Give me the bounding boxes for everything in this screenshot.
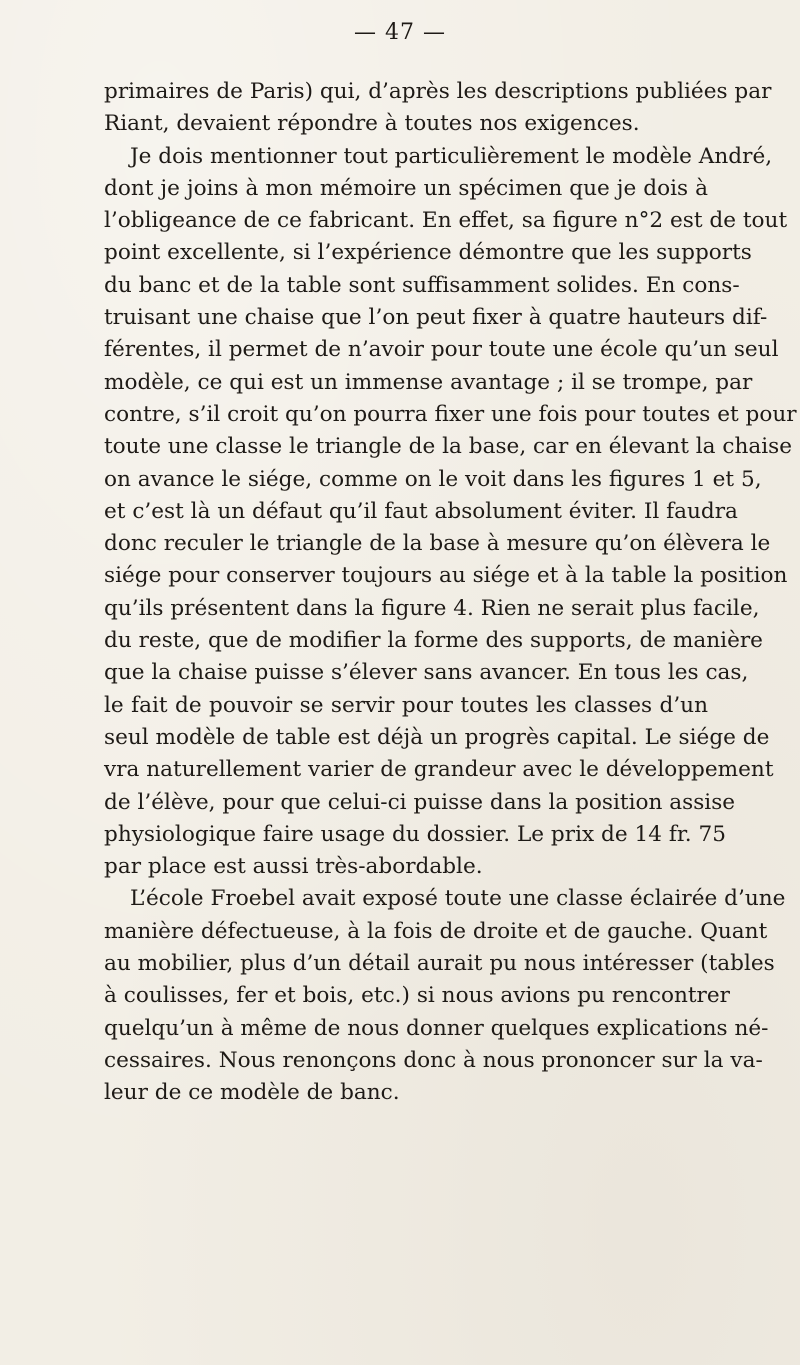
text-line: truisant une chaise que l’on peut fixer à quatre hauteurs dif- [104,305,768,331]
text-line: et c’est là un défaut qu’il faut absolument éviter. Il faudra [104,498,738,524]
text-line: férentes, il permet de n’avoir pour toute une école qu’un seul [104,337,779,363]
text-line: L’école Froebel avait exposé toute une classe éclairée d’une [130,886,786,912]
text-line: du banc et de la table sont suffisamment solides. En cons- [104,272,740,298]
text-line: vra naturellement varier de grandeur avec le développement [104,757,774,783]
text-line: de l’élève, pour que celui-ci puisse dans la position assise [104,789,736,815]
text-line: leur de ce modèle de banc. [104,1080,400,1106]
text-line: cessaires. Nous renonçons donc à nous prononcer sur la va- [104,1047,763,1073]
text-line: le fait de pouvoir se servir pour toutes les classes d’un [104,692,708,718]
text-line: par place est aussi très-abordable. [104,854,483,880]
text-line: contre, s’il croit qu’on pourra fixer une fois pour toutes et pour [104,401,797,427]
text-line: toute une classe le triangle de la base, car en élevant la chaise [104,434,793,460]
text-line: point excellente, si l’expérience démontre que les supports [104,240,752,266]
page-number: — 47 — [354,20,446,45]
text-line: quelqu’un à même de nous donner quelques explications né- [104,1015,769,1041]
text-line: modèle, ce qui est un immense avantage ; il se trompe, par [104,369,753,395]
text-line: au mobilier, plus d’un détail aurait pu nous intéresser (tables [104,951,775,977]
text-line: l’obligeance de ce fabricant. En effet, sa figure n°2 est de tout [104,208,788,234]
text-line: Riant, devaient répondre à toutes nos exigences. [104,111,640,137]
text-line: on avance le siége, comme on le voit dans les figures 1 et 5, [104,466,762,492]
text-line: que la chaise puisse s’élever sans avancer. En tous les cas, [104,660,749,686]
text-line: donc reculer le triangle de la base à mesure qu’on élèvera le [104,531,771,557]
text-line: siége pour conserver toujours au siége et à la table la position [104,563,788,589]
text-line: primaires de Paris) qui, d’après les descriptions publiées par [104,79,772,104]
text-line: physiologique faire usage du dossier. Le prix de 14 fr. 75 [104,821,726,847]
text-line: Je dois mentionner tout particulièrement le modèle André, [130,143,773,169]
text-line: dont je joins à mon mémoire un spécimen que je dois à [104,175,708,201]
text-line: à coulisses, fer et bois, etc.) si nous avions pu rencontrer [104,983,730,1009]
text-line: du reste, que de modifier la forme des supports, de manière [104,628,763,654]
text-line: seul modèle de table est déjà un progrès capital. Le siége de [104,724,770,750]
text-line: manière défectueuse, à la fois de droite et de gauche. Quant [104,918,768,944]
text-line: qu’ils présentent dans la figure 4. Rien ne serait plus facile, [104,595,760,621]
body-text [104,76,797,1110]
